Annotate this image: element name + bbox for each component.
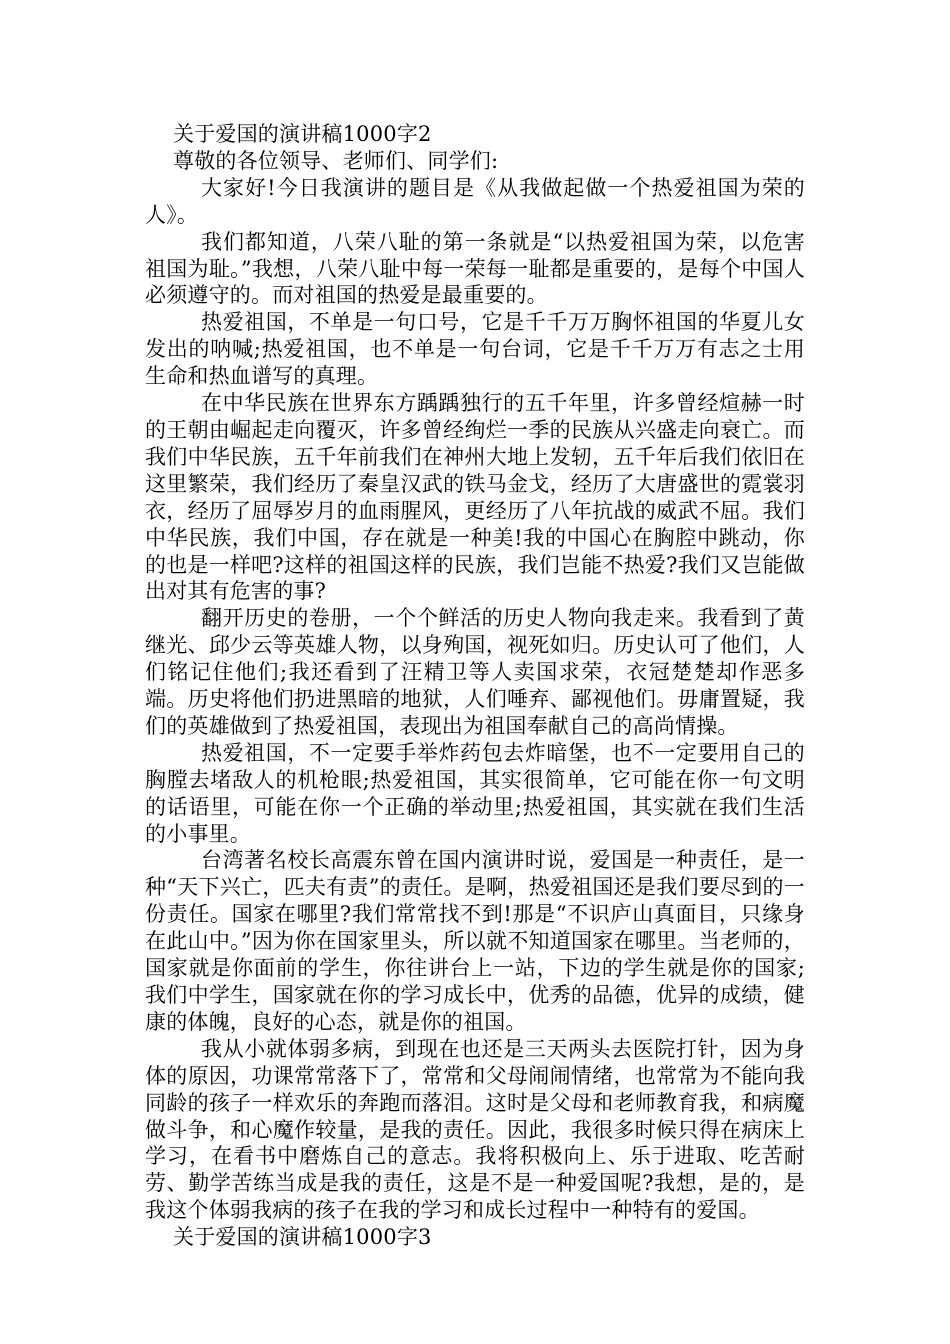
document-title: 关于爱国的演讲稿1000字2 <box>173 122 432 146</box>
paragraph: 大家好!今日我演讲的题目是《从我做起做一个热爱祖国为荣的人》。 <box>145 175 805 227</box>
paragraph: 热爱祖国，不一定要手举炸药包去炸暗堡，也不一定要用自己的胸膛去堵敌人的机枪眼;热爱祖国，其实很简单，它可能在你一句文明的话语里，可能在你一个正确的举动里;热爱祖国，其实就在我们生活的小事里。 <box>145 740 805 846</box>
paragraph: 台湾著名校长高震东曾在国内演讲时说，爱国是一种责任，是一种“天下兴亡，匹夫有责”的责任。是啊，热爱祖国还是我们要尽到的一份责任。国家在哪里?我们常常找不到!那是“不识庐山真面目，只缘身在此山中。”因为你在国家里头，所以就不知道国家在哪里。当老师的，国家就是你面前的学生，你往讲台上一站，下边的学生就是你的国家;我们中学生，国家就在你的学习成长中，优秀的品德，优异的成绩，健康的体魄，良好的心态，就是你的祖国。 <box>145 848 805 1034</box>
paragraph: 在中华民族在世界东方踽踽独行的五千年里，许多曾经煊赫一时的王朝由崛起走向覆灭，许多曾经绚烂一季的民族从兴盛走向衰亡。而我们中华民族，五千年前我们在神州大地上发轫，五千年后我们依旧在这里繁荣，我们经历了秦皇汉武的铁马金戈，经历了大唐盛世的霓裳羽衣，经历了屈辱岁月的血雨腥风，更经历了八年抗战的威武不屈。我们中华民族，我们中国，存在就是一种美!我的中国心在胸腔中跳动，你的也是一样吧?这样的祖国这样的民族，我们岂能不热爱?我们又岂能做出对其有危害的事? <box>145 391 805 604</box>
salutation: 尊敬的各位领导、老师们、同学们: <box>173 148 499 173</box>
document-page <box>145 121 805 1251</box>
paragraph: 翻开历史的卷册，一个个鲜活的历史人物向我走来。我看到了黄继光、邱少云等英雄人物，以身殉国，视死如归。历史认可了他们，人们铭记住他们;我还看到了汪精卫等人卖国求荣，衣冠楚楚却作恶多端。历史将他们扔进黑暗的地狱，人们唾弃、鄙视他们。毋庸置疑，我们的英雄做到了热爱祖国，表现出为祖国奉献自己的高尚情操。 <box>145 606 805 738</box>
paragraph: 我们都知道，八荣八耻的第一条就是“以热爱祖国为荣，以危害祖国为耻。”我想，八荣八耻中每一荣每一耻都是重要的，是每个中国人必须遵守的。而对祖国的热爱是最重要的。 <box>145 229 805 308</box>
next-section-title: 关于爱国的演讲稿1000字3 <box>173 1225 432 1250</box>
paragraph: 热爱祖国，不单是一句口号，它是千千万万胸怀祖国的华夏儿女发出的呐喊;热爱祖国，也不单是一句台词，它是千千万万有志之士用生命和热血谱写的真理。 <box>145 310 805 389</box>
paragraph: 我从小就体弱多病，到现在也还是三天两头去医院打针，因为身体的原因，功课常常落下了，常常和父母闹闹情绪，也常常为不能向我同龄的孩子一样欢乐的奔跑而落泪。这时是父母和老师教育我，和病魔做斗争，和心魔作较量，是我的责任。因此，我很多时候只得在病床上学习，在看书中磨炼自己的意志。我将积极向上、乐于进取、吃苦耐劳、勤学苦练当成是我的责任，这是不是一种爱国呢?我想，是的，是我这个体弱我病的孩子在我的学习和成长过程中一种特有的爱国。 <box>145 1036 805 1223</box>
